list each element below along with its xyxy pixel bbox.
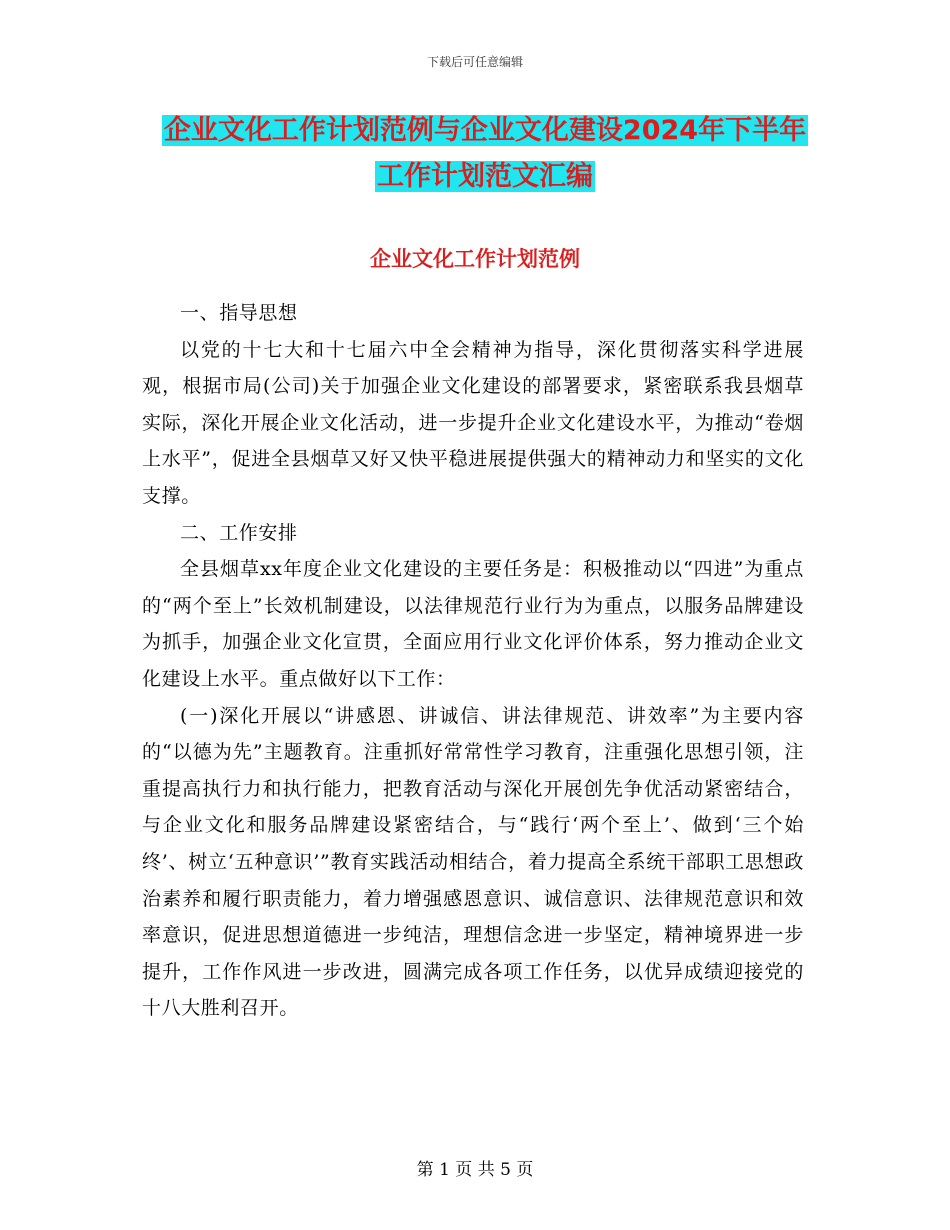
heading-work-arrangement: 二、工作安排 [180,521,298,544]
paragraph-guiding-ideology: 以党的十七大和十七届六中全会精神为指导，深化贯彻落实科学进展观，根据市局(公司)关于加强企业文化建设的部署要求，紧密联系我县烟草实际，深化开展企业文化活动，进一步提升企业文化建设水平，为推动“卷烟上水平”，促进全县烟草又好又快平稳进展提供强大的精神动力和坚实的文化支撑。 [142,338,804,507]
document-title [140,108,830,200]
heading-guiding-ideology: 一、指导思想 [180,302,298,324]
section-title: 企业文化工作计划范例 [370,247,580,271]
document-body [142,295,804,1027]
paragraph-main-tasks: 全县烟草xx年度企业文化建设的主要任务是：积极推动以“四进”为重点的“两个至上”长效机制建设，以法律规范行业行为为重点，以服务品牌建设为抓手，加强企业文化宣贯，全面应用行业文化评价体系，努力推动企业文化建设上水平。重点做好以下工作： [142,558,804,690]
page-number: 第 1 页 共 5 页 [416,1160,534,1180]
document-title-line-1: 企业文化工作计划范例与企业文化建设2024年下半年 [163,115,807,146]
document-title-line-2: 工作计划范文汇编 [377,161,593,192]
paragraph-item-one: (一)深化开展以“讲感恩、讲诚信、讲法律规范、讲效率”为主要内容的“以德为先”主题教育。注重抓好常常性学习教育，注重强化思想引领，注重提高执行力和执行能力，把教育活动与深化开展创先争优活动紧密结合，与企业文化和服务品牌建设紧密结合，与“践行‘两个至上’、做到‘三个始终’、树立‘五种意识’”教育实践活动相结合，着力提高全系统干部职工思想政治素养和履行职责能力，着力增强感恩意识、诚信意识、法律规范意识和效率意识，促进思想道德进一步纯洁，理想信念进一步坚定，精神境界进一步提升，工作作风进一步改进，圆满完成各项工作任务，以优异成绩迎接党的十八大胜利召开。 [142,704,804,1020]
page-header-note: 下载后可任意编辑 [426,55,523,69]
